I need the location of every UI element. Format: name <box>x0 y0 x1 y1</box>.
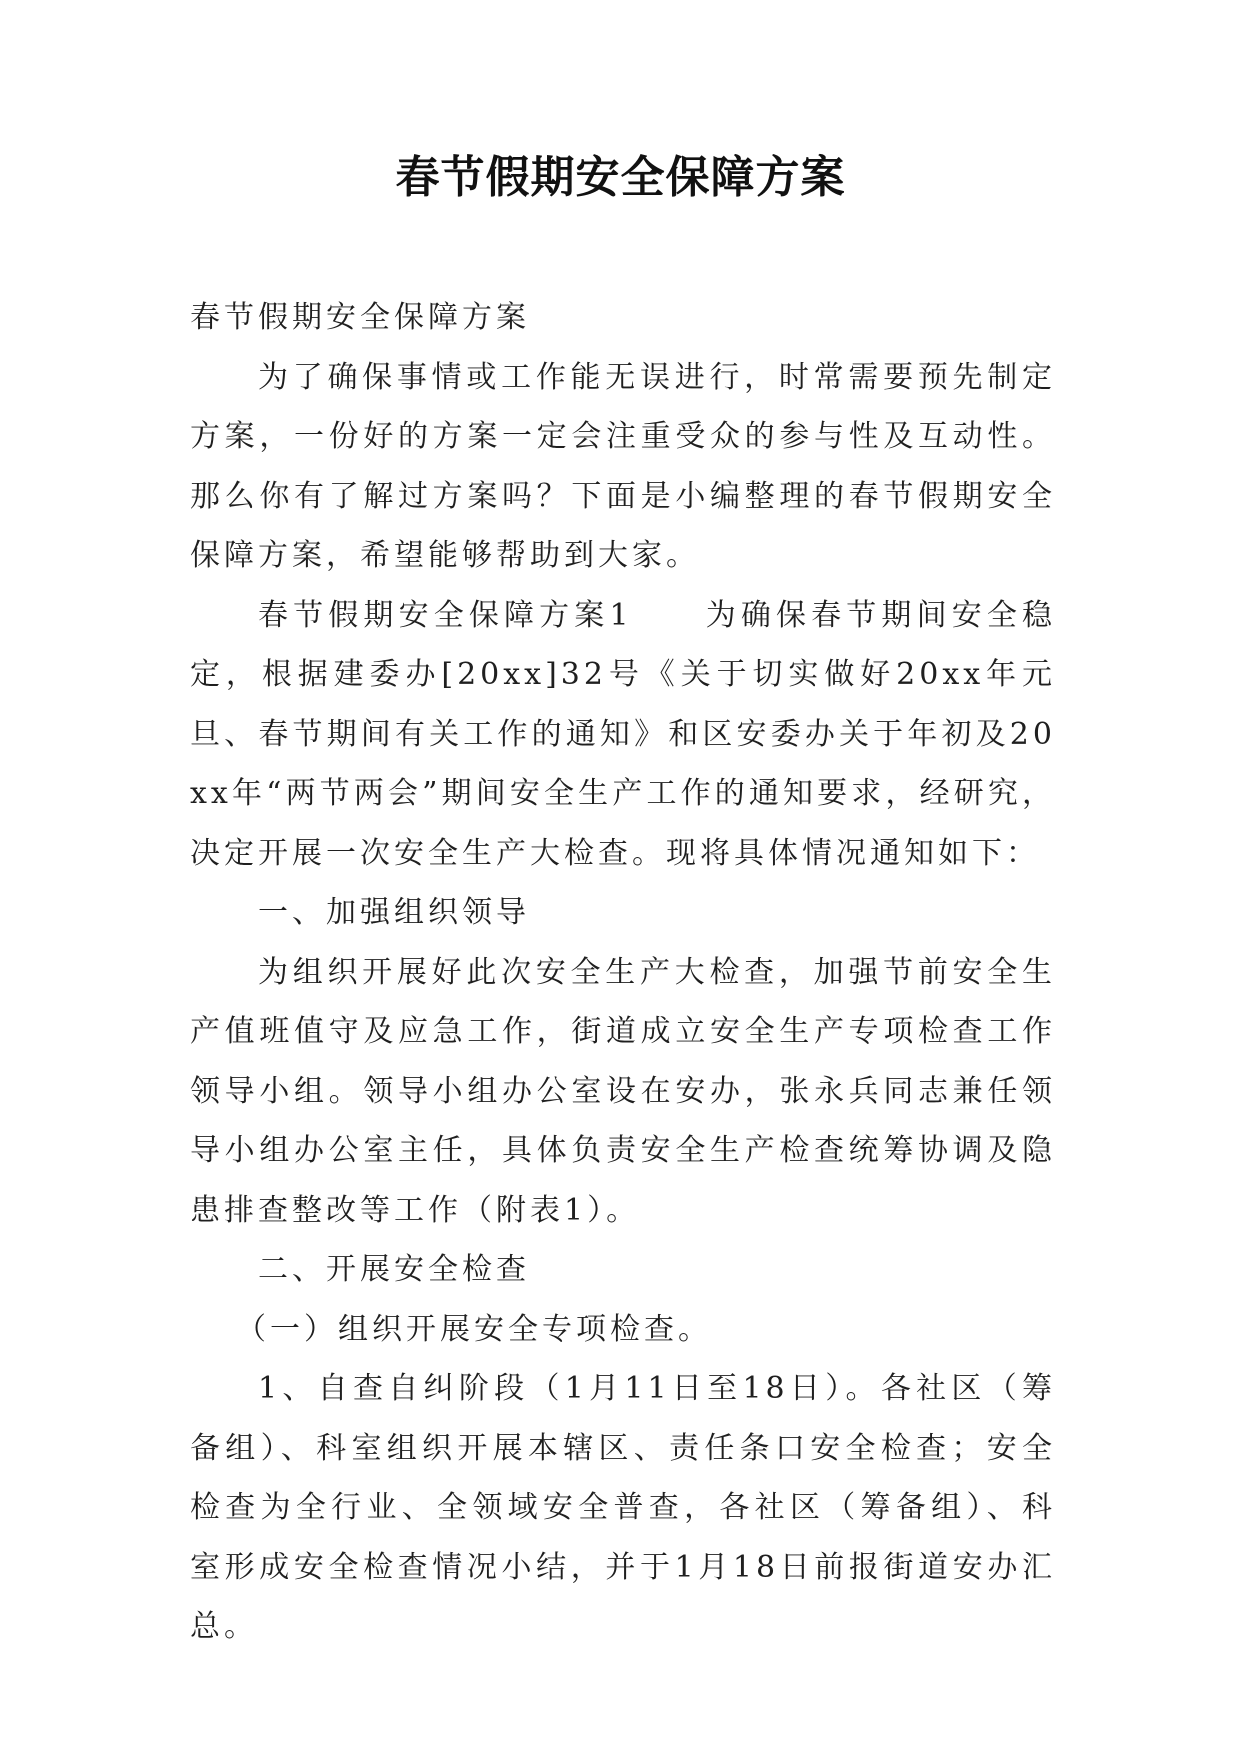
plan-one-paragraph <box>190 586 1056 884</box>
subsection-heading-special-inspection: （一）组织开展安全专项检查。 <box>236 1311 712 1347</box>
document-title: 春节假期安全保障方案 <box>395 152 846 203</box>
section-heading-inspection: 二、开展安全检查 <box>258 1252 530 1287</box>
section-heading-organization: 一、加强组织领导 <box>258 895 530 930</box>
document-body <box>190 288 1056 1657</box>
self-check-paragraph: 1、自查自纠阶段（1月11日至18日）。各社区（筹备组）、科室组织开展本辖区、责任条口安全检查；安全检查为全行业、全领域安全普查，各社区（筹备组）、科室形成安全检查情况小结，并于1月18日前报街道安办汇总。 <box>190 1371 1056 1644</box>
organization-paragraph: 为组织开展好此次安全生产大检查，加强节前安全生产值班值守及应急工作，街道成立安全生产专项检查工作领导小组。领导小组办公室设在安办，张永兵同志兼任领导小组办公室主任，具体负责安全生产检查统筹协调及隐患排查整改等工作（附表1）。 <box>190 954 1056 1228</box>
subtitle-paragraph: 春节假期安全保障方案 <box>190 300 530 335</box>
intro-paragraph: 为了确保事情或工作能无误进行，时常需要预先制定方案，一份好的方案一定会注重受众的参与性及互动性。那么你有了解过方案吗？下面是小编整理的春节假期安全保障方案，希望能够帮助到大家。 <box>190 359 1056 573</box>
plan-one-heading: 春节假期安全保障方案1 <box>258 597 633 633</box>
plan-one-body: 为确保春节期间安全稳定，根据建委办[20xx]32号《关于切实做好20xx年元旦、春节期间有关工作的通知》和区安委办关于年初及20xx年“两节两会”期间安全生产工作的通知要求，经研究，决定开展一次安全生产大检查。现将具体情况通知如下： <box>190 597 1056 871</box>
